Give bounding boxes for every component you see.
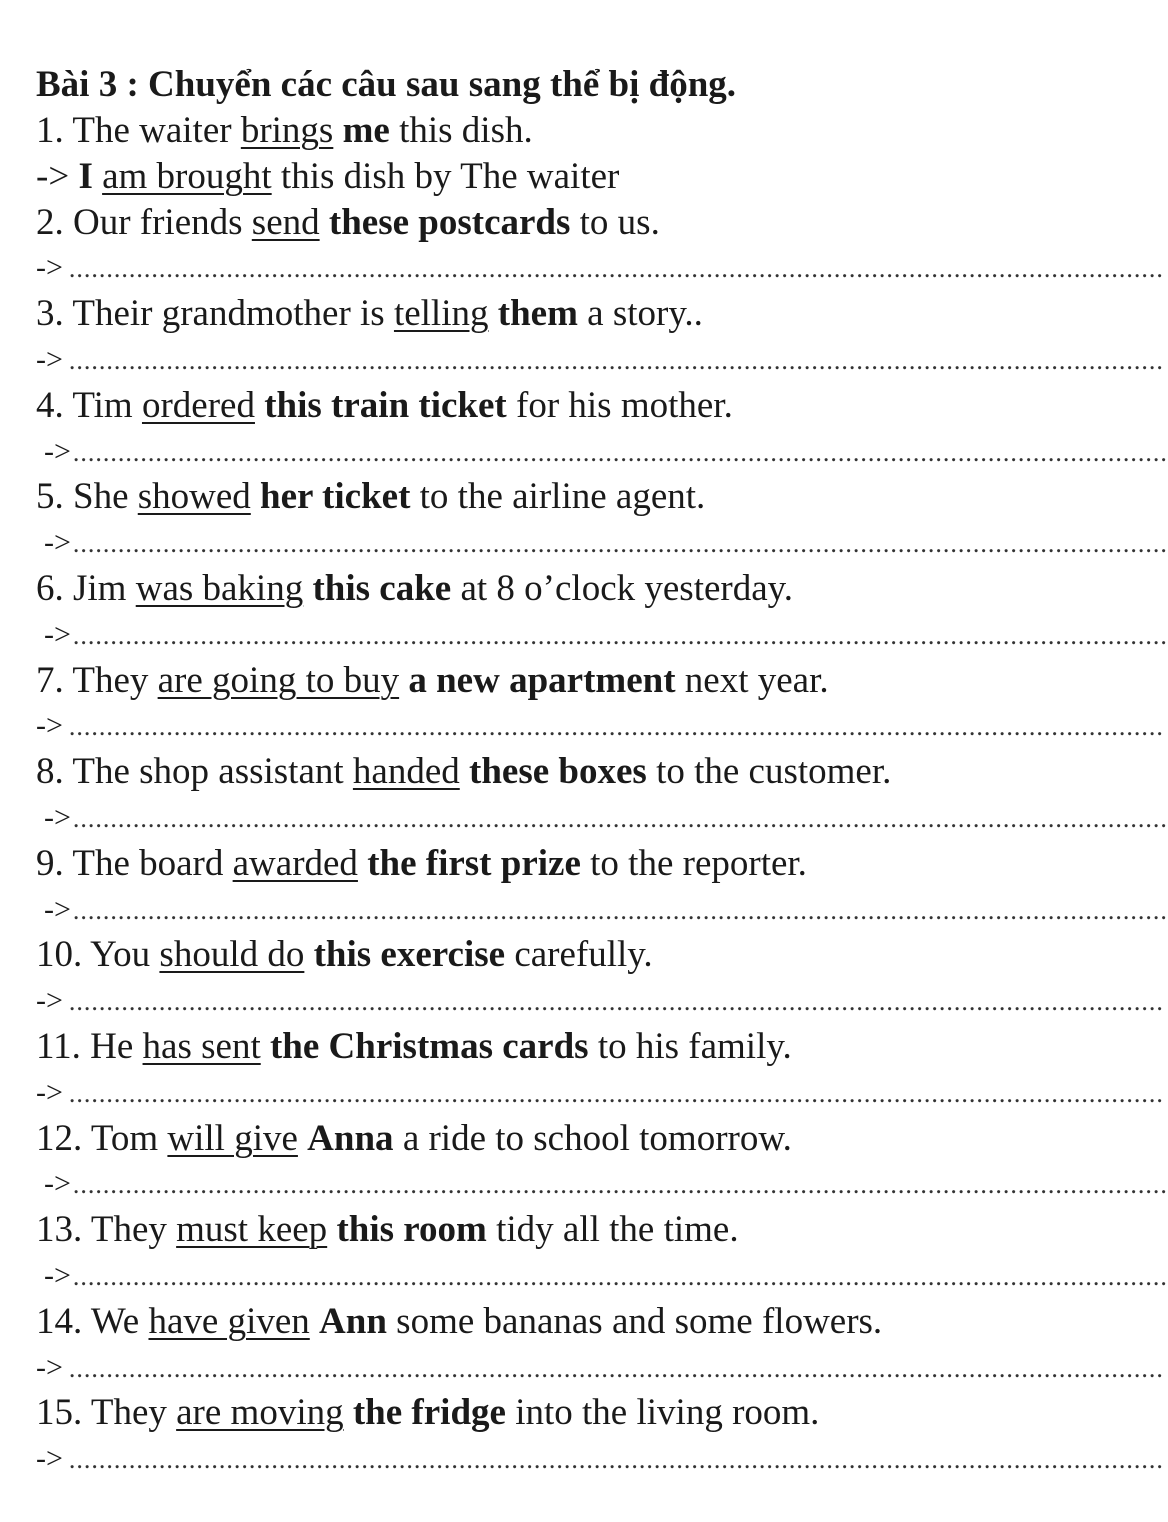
question-line [36,566,1024,612]
exercise-heading: Bài 3 : Chuyển các câu sau sang thể bị động. [36,64,737,105]
question-line [36,658,1024,704]
question-line [36,1390,1024,1436]
sentence-text: tidy all the time. [486,1209,739,1251]
item-number: 11. [36,1025,91,1067]
dotted-answer-line[interactable]: .................................................................................................................................................. [68,1078,1164,1108]
bold-object: Ann [319,1300,387,1342]
underlined-verb: brings [240,110,334,151]
answer-arrow: -> [44,892,71,926]
sentence-text: carefully. [505,934,653,976]
answer-arrow: -> [36,1075,63,1109]
item-number: 13. [36,1209,91,1251]
answer-arrow: -> [36,1442,63,1476]
sentence-text: He [90,1025,143,1067]
sentence-text: into the living room. [505,1392,820,1434]
sentence-text [320,202,329,243]
dotted-answer-line[interactable]: .................................................................................................................................................. [68,987,1164,1017]
underlined-verb: telling [393,293,489,335]
sentence-text: some bananas and some flowers. [386,1300,883,1342]
answer-blank[interactable] [36,1345,1164,1391]
item-number: 1. [36,110,73,151]
question-line [36,200,1024,246]
dotted-answer-line[interactable]: .................................................................................................................................................. [68,254,1164,284]
sentence-text [255,385,264,426]
item-number: 12. [36,1117,91,1159]
bold-object: Anna [307,1117,394,1159]
underlined-verb: must keep [176,1209,328,1251]
sentence-text [93,156,102,197]
answer-arrow: -> [44,1258,71,1292]
item-number: 8. [36,751,73,793]
sentence-text: to us. [570,201,660,243]
sentence-text: next year. [675,659,829,701]
underlined-verb: should do [159,934,305,976]
sentence-text: Jim [73,567,136,609]
question-line [36,749,1024,795]
underlined-verb: has sent [142,1025,261,1067]
bold-object: this cake [312,567,452,609]
question-line [36,932,1024,978]
item-number: 10. [36,934,91,976]
sentence-text [460,751,469,792]
answer-blank[interactable] [36,1436,1164,1482]
bold-object: them [497,293,578,335]
sentence-text [333,110,342,151]
sentence-text [304,934,313,975]
sentence-text: for his mother. [506,384,733,426]
sentence-text: Our friends [73,201,252,243]
answer-blank[interactable] [36,1070,1164,1116]
answer-blank[interactable] [36,1161,1168,1207]
answer-arrow: -> [36,342,63,376]
bold-object: this room [336,1209,487,1251]
answer-arrow: -> [36,1350,63,1384]
answer-blank[interactable] [36,612,1168,658]
sentence-text: Tim [72,384,142,426]
sentence-text: The board [72,842,233,884]
sentence-text [251,476,260,517]
question-line [36,841,1024,887]
answer-arrow: -> [44,1167,71,1201]
dotted-answer-line[interactable]: .................................................................................................................................................. [68,345,1164,375]
item-number: 6. [36,567,73,609]
bold-object: I [78,155,93,197]
sentence-text: They [90,1392,177,1434]
answer-blank[interactable] [36,887,1168,933]
sentence-text: a ride to school tomorrow. [393,1117,792,1159]
dotted-answer-line[interactable]: .................................................................................................................................................. [72,895,1168,925]
underlined-verb: are going to buy [157,659,400,701]
sentence-text: to the airline agent. [410,476,706,518]
sentence-text: Tom [90,1117,168,1159]
sentence-text: this dish by The waiter [271,155,620,197]
sentence-text: The shop assistant [72,751,353,793]
answer-arrow: -> [36,709,63,743]
sentence-text: She [73,476,138,518]
answer-blank[interactable] [36,520,1168,566]
answer-arrow: -> [36,251,63,285]
underlined-verb: are moving [176,1392,344,1434]
item-number: 15. [36,1392,91,1434]
underlined-verb: showed [137,476,251,518]
dotted-answer-line[interactable]: .................................................................................................................................................. [68,1353,1164,1383]
underlined-verb: will give [167,1117,298,1159]
underlined-verb: am brought [102,155,272,197]
answer-arrow: -> [44,526,71,560]
bold-object: the Christmas cards [269,1025,589,1067]
question-line [36,291,1024,337]
underlined-verb: was baking [135,567,304,609]
sentence-text: The waiter [72,110,241,151]
dotted-answer-line[interactable]: .................................................................................................................................................. [72,1261,1168,1291]
sentence-text [261,1026,270,1067]
answer-blank[interactable] [36,703,1164,749]
sentence-text: this dish. [389,110,533,151]
dotted-answer-line[interactable]: .................................................................................................................................................. [72,1170,1168,1200]
exercise-sheet [36,62,1168,1482]
answer-blank[interactable] [36,245,1164,291]
sentence-text [298,1118,307,1159]
bold-object: me [342,110,390,151]
underlined-verb: have given [148,1300,310,1342]
sentence-text: a story.. [577,293,703,335]
sentence-text [358,843,367,884]
example-answer [36,154,1024,200]
answer-blank[interactable] [36,337,1164,383]
example-sentence [36,108,1024,154]
answer-arrow: -> [44,800,71,834]
sentence-text: You [90,934,160,976]
answer-arrow: -> [44,617,71,651]
bold-object: the first prize [367,842,581,884]
question-line [36,1116,1024,1162]
item-number: 2. [36,201,73,243]
sentence-text: to the reporter. [580,842,807,884]
bold-object: these postcards [328,201,571,243]
sentence-text: to the customer. [646,751,892,793]
answer-blank[interactable] [36,429,1168,475]
underlined-verb: send [251,201,320,243]
underlined-verb: handed [352,751,460,793]
bold-object: the fridge [352,1392,506,1434]
answer-blank[interactable] [36,1253,1168,1299]
answer-arrow: -> [44,434,71,468]
answer-blank[interactable] [36,795,1168,841]
dotted-answer-line[interactable]: .................................................................................................................................................. [68,712,1164,742]
sentence-text [489,293,498,334]
sentence-text: at 8 o’clock yesterday. [451,567,793,609]
answer-arrow: -> [36,984,63,1018]
question-line [36,1299,1024,1345]
sentence-text: to his family. [588,1025,792,1067]
question-line [36,383,1024,429]
dotted-answer-line[interactable]: .................................................................................................................................................. [68,1445,1164,1475]
bold-object: a new apartment [408,659,676,701]
item-number: 5. [36,476,73,518]
sentence-text [310,1301,319,1342]
bold-object: this train ticket [264,384,507,426]
bold-object: this exercise [313,934,506,976]
item-number: 3. [36,293,73,335]
item-number: 9. [36,842,73,884]
dotted-answer-line[interactable]: .................................................................................................................................................. [72,620,1168,650]
underlined-verb: ordered [141,384,255,426]
item-number: 7. [36,659,73,701]
bold-object: these boxes [469,751,647,793]
exercise-list [36,200,1168,1482]
item-number: 4. [36,384,73,426]
sentence-text [344,1392,353,1433]
bold-object: her ticket [260,476,411,518]
dotted-answer-line[interactable]: .................................................................................................................................................. [72,437,1168,467]
question-line [36,1024,1024,1070]
underlined-verb: awarded [232,842,358,884]
answer-blank[interactable] [36,978,1164,1024]
dotted-answer-line[interactable]: .................................................................................................................................................. [72,803,1168,833]
dotted-answer-line[interactable]: .................................................................................................................................................. [72,529,1168,559]
sentence-text [399,660,408,701]
sentence-text: -> [36,155,79,197]
question-line [36,474,1024,520]
sentence-text: They [90,1209,177,1251]
sentence-text: Their grandmother is [72,293,394,335]
sentence-text: They [72,659,158,701]
question-line [36,1207,1024,1253]
sentence-text: We [90,1300,149,1342]
item-number: 14. [36,1300,91,1342]
